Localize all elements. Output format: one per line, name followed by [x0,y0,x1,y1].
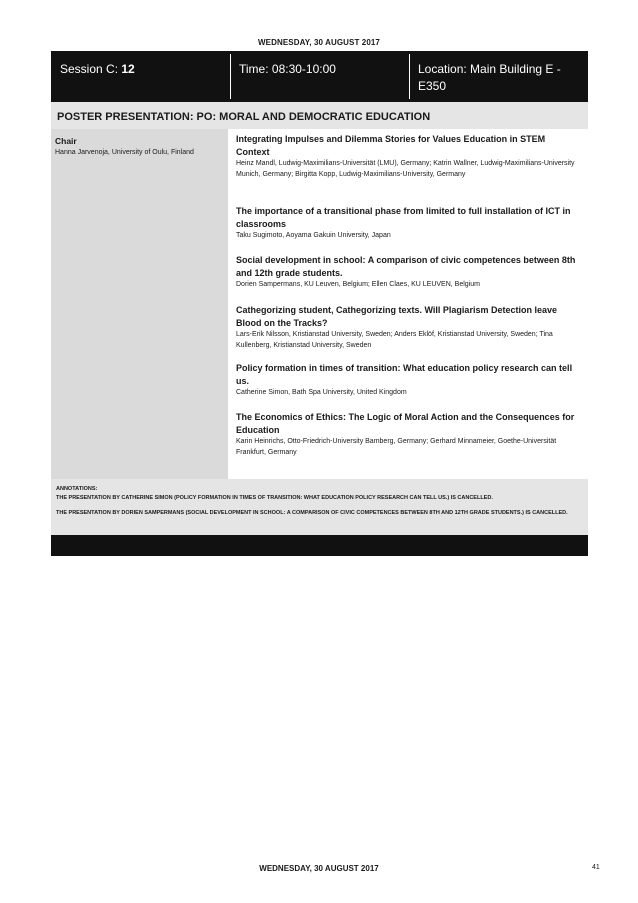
paper-item [236,205,581,242]
session-location: Location: Main Building E - E350 [418,62,561,93]
section-title: POSTER PRESENTATION: PO: MORAL AND DEMOCRATIC EDUCATION [51,102,588,129]
paper-item [236,411,581,458]
session-number-cell [51,51,230,102]
paper-authors: Dorien Sampermans, KU Leuven, Belgium; Ellen Claes, KU LEUVEN, Belgium [236,281,480,288]
paper-title: The Economics of Ethics: The Logic of Moral Action and the Consequences for Education [236,412,575,435]
session-time-cell [230,51,409,102]
page-footer-date: WEDNESDAY, 30 AUGUST 2017 [259,864,379,873]
paper-item [236,304,581,351]
session-location-cell [409,51,588,102]
page-number: 41 [592,864,600,871]
session-content [51,129,588,479]
annotation-spacer [56,502,588,509]
page-header-date: WEDNESDAY, 30 AUGUST 2017 [258,38,380,47]
annotations-box [51,479,588,535]
paper-item [236,133,581,180]
paper-authors: Catherine Simon, Bath Spa University, United Kingdom [236,389,407,396]
paper-item [236,362,581,399]
session-footer-bar [51,535,588,556]
paper-title: Cathegorizing student, Cathegorizing texts. Will Plagiarism Detection leave Blood on the Tracks? [236,305,557,328]
session-info-bar [51,51,588,102]
session-label: Session C: [60,62,119,76]
chair-name: Hanna Jarvenoja, University of Oulu, Finland [55,149,194,156]
annotation-note: THE PRESENTATION BY DORIEN SAMPERMANS (SOCIAL DEVELOPMENT IN SCHOOL: A COMPARISON OF CIVIC COMPETENCES BETWEEN 8TH AND 12TH GRADE STUDENTS.) IS CANCELLED. [56,510,568,516]
session-time: Time: 08:30-10:00 [239,62,336,76]
paper-title: Integrating Impulses and Dilemma Stories for Values Education in STEM Context [236,134,546,157]
chair-column [51,129,228,479]
paper-authors: Heinz Mandl, Ludwig-Maximilians-Universität (LMU), Germany; Katrin Wallner, Ludwig-Maximilians-University Munich, Germany; Birgitta Kopp, Ludwig-Maximilians-University, Germany [236,160,575,178]
paper-authors: Lars-Erik Nilsson, Kristianstad University, Sweden; Anders Eklöf, Kristianstad University, Sweden; Tina Kullenberg, Kristianstad University, Sweden [236,331,553,349]
paper-authors: Taku Sugimoto, Aoyama Gakuin University, Japan [236,232,391,239]
paper-title: The importance of a transitional phase from limited to full installation of ICT in classrooms [236,206,571,229]
paper-title: Policy formation in times of transition: What education policy research can tell us. [236,363,573,386]
paper-title: Social development in school: A comparison of civic competences between 8th and 12th grade students. [236,255,576,278]
paper-authors: Karin Heinrichs, Otto-Friedrich-University Bamberg, Germany; Gerhard Minnameier, Goethe-Universität Frankfurt, Germany [236,438,557,456]
session-number: 12 [121,62,135,76]
papers-column [228,129,591,479]
chair-label: Chair [55,136,77,146]
annotation-note: THE PRESENTATION BY CATHERINE SIMON (POLICY FORMATION IN TIMES OF TRANSITION: WHAT EDUCATION POLICY RESEARCH CAN TELL US.) IS CANCELLED. [56,494,493,501]
paper-item [236,254,581,291]
annotations-heading: ANNOTATIONS: [56,486,98,492]
